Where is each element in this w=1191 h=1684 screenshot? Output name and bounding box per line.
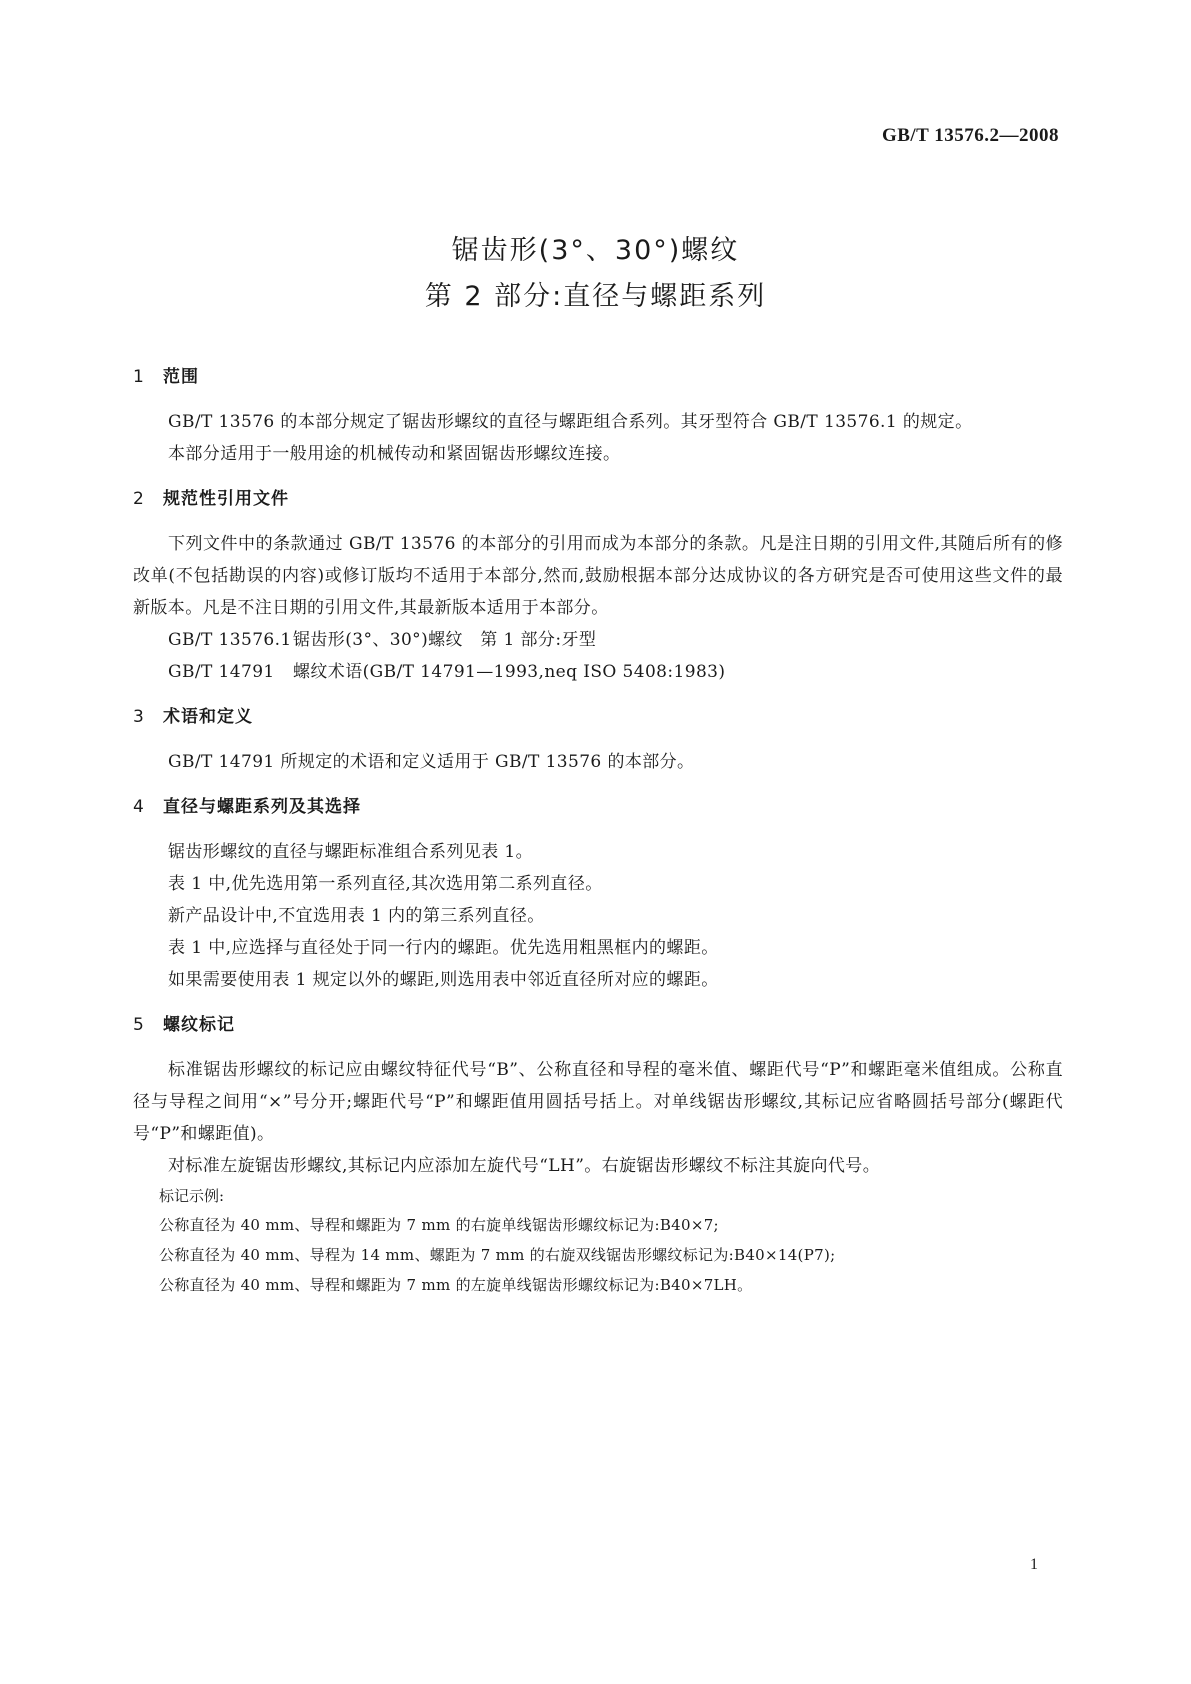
section-title: 螺纹标记 bbox=[163, 1015, 235, 1035]
section-2-heading bbox=[133, 484, 1063, 514]
paragraph: 对标准左旋锯齿形螺纹,其标记内应添加左旋代号“LH”。右旋锯齿形螺纹不标注其旋向代号。 bbox=[168, 1156, 881, 1176]
paragraph: 新产品设计中,不宜选用表 1 内的第三系列直径。 bbox=[168, 906, 545, 926]
paragraph: 表 1 中,应选择与直径处于同一行内的螺距。优先选用粗黑框内的螺距。 bbox=[168, 938, 719, 958]
section-title: 术语和定义 bbox=[163, 707, 253, 727]
section-title: 规范性引用文件 bbox=[163, 489, 289, 509]
document-title-line1: 锯齿形(3°、30°)螺纹 bbox=[451, 235, 740, 266]
reference-item bbox=[133, 624, 1063, 656]
marking-example: 公称直径为 40 mm、导程和螺距为 7 mm 的左旋单线锯齿形螺纹标记为:B40×7LH。 bbox=[159, 1276, 753, 1294]
reference-title: 螺纹术语(GB/T 14791—1993,neq ISO 5408:1983) bbox=[293, 662, 726, 682]
section-1-heading bbox=[133, 362, 1063, 392]
section-number: 4 bbox=[133, 797, 145, 817]
reference-code: GB/T 14791 bbox=[168, 662, 275, 682]
paragraph: 如果需要使用表 1 规定以外的螺距,则选用表中邻近直径所对应的螺距。 bbox=[168, 970, 719, 990]
section-4-heading bbox=[133, 792, 1063, 822]
section-number: 5 bbox=[133, 1015, 145, 1035]
marking-example: 公称直径为 40 mm、导程和螺距为 7 mm 的右旋单线锯齿形螺纹标记为:B40×7; bbox=[159, 1216, 719, 1234]
paragraph: GB/T 13576 的本部分规定了锯齿形螺纹的直径与螺距组合系列。其牙型符合 GB/T 13576.1 的规定。 bbox=[168, 412, 973, 432]
marking-example: 公称直径为 40 mm、导程为 14 mm、螺距为 7 mm 的右旋双线锯齿形螺纹标记为:B40×14(P7); bbox=[159, 1246, 836, 1264]
paragraph: 下列文件中的条款通过 GB/T 13576 的本部分的引用而成为本部分的条款。凡是注日期的引用文件,其随后所有的修改单(不包括勘误的内容)或修订版均不适用于本部分,然而,鼓励根据本部分达成协议的各方研究是否可使用这些文件的最新版本。凡是不注日期的引用文件,其最新版本适用于本部分。 bbox=[133, 534, 1063, 618]
paragraph: GB/T 14791 所规定的术语和定义适用于 GB/T 13576 的本部分。 bbox=[168, 752, 695, 772]
section-title: 直径与螺距系列及其选择 bbox=[163, 797, 361, 817]
example-label: 标记示例: bbox=[159, 1187, 225, 1205]
paragraph: 表 1 中,优先选用第一系列直径,其次选用第二系列直径。 bbox=[168, 874, 603, 894]
section-number: 3 bbox=[133, 707, 145, 727]
document-title-line2: 第 2 部分:直径与螺距系列 bbox=[424, 281, 767, 312]
reference-item bbox=[133, 656, 1063, 688]
reference-code: GB/T 13576.1 bbox=[168, 630, 292, 650]
page-number: 1 bbox=[1030, 1556, 1038, 1573]
document-body bbox=[133, 362, 1063, 1300]
section-3-heading bbox=[133, 702, 1063, 732]
paragraph: 本部分适用于一般用途的机械传动和紧固锯齿形螺纹连接。 bbox=[168, 444, 621, 464]
paragraph: 标准锯齿形螺纹的标记应由螺纹特征代号“B”、公称直径和导程的毫米值、螺距代号“P”和螺距毫米值组成。公称直径与导程之间用“×”号分开;螺距代号“P”和螺距值用圆括号括上。对单线锯齿形螺纹,其标记应省略圆括号部分(螺距代号“P”和螺距值)。 bbox=[133, 1060, 1063, 1144]
section-title: 范围 bbox=[163, 367, 199, 387]
paragraph: 锯齿形螺纹的直径与螺距标准组合系列见表 1。 bbox=[168, 842, 534, 862]
section-number: 1 bbox=[133, 367, 145, 387]
section-number: 2 bbox=[133, 489, 145, 509]
section-5-heading bbox=[133, 1010, 1063, 1040]
standard-code: GB/T 13576.2—2008 bbox=[881, 125, 1059, 146]
reference-title: 锯齿形(3°、30°)螺纹 第 1 部分:牙型 bbox=[293, 630, 597, 650]
